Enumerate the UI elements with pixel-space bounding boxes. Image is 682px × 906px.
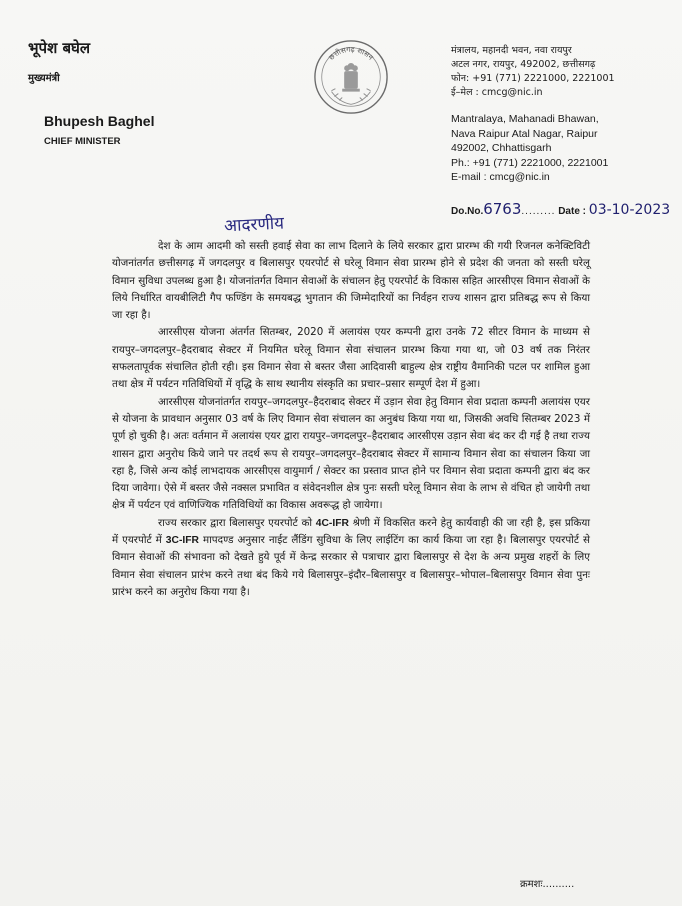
address-hindi-line: फोन: +91 (771) 2221000, 2221001 [451, 73, 615, 84]
category-4c-ifr: 4C-IFR [315, 517, 349, 529]
address-english-line: E-mail : cmcg@nic.in [451, 171, 550, 183]
date-label: Date : [558, 206, 586, 217]
address-hindi-line: ई–मेल : cmcg@nic.in [451, 87, 543, 98]
letter-body [112, 238, 590, 601]
sender-title-hindi: मुख्यमंत्री [28, 73, 60, 84]
address-hindi [451, 44, 615, 100]
address-english-line: Ph.: +91 (771) 2221000, 2221001 [451, 156, 609, 169]
address-english [451, 112, 608, 185]
para4-text: राज्य सरकार द्वारा बिलासपुर एयरपोर्ट को [158, 516, 316, 529]
address-english-line: Nava Raipur Atal Nagar, Raipur [451, 127, 598, 140]
sender-name-hindi: भूपेश बघेल [28, 39, 91, 57]
address-english-line: Mantralaya, Mahanadi Bhawan, [451, 113, 599, 125]
sender-name-english: Bhupesh Baghel [44, 113, 155, 129]
category-3c-ifr: 3C-IFR [165, 535, 199, 547]
state-emblem-logo [312, 38, 390, 116]
salutation: आदरणीय [223, 213, 285, 237]
body-paragraph: आरसीएस योजना अंतर्गत सितम्बर, 2020 में अलायंस एयर कम्पनी द्वारा उनके 72 सीटर विमान के माध्यम से रायपुर–जगदलपुर–हैदराबाद सेक्टर में नियमित घरेलू विमान सेवा संचालन प्रारम्भ किया गया था, जो 03 वर्ष तक निरंतर सफलतापूर्वक संचालित होती रही। इस विमान सेवा से बस्तर जैसा आदिवासी बाहुल्य क्षेत्र राष्ट्रीय वैमानिकी पटल पर शामिल हुआ तथा क्षेत्र में पर्यटन गतिविधियों में वृद्धि के साथ स्थानीय संस्कृति का प्रचार–प्रसार सम्पूर्ण देश में हुआ। [112, 326, 590, 391]
continued-marker: क्रमशः.......... [520, 879, 575, 890]
body-paragraph: देश के आम आदमी को सस्ती हवाई सेवा का लाभ दिलाने के लिये सरकार द्वारा प्रारम्भ की गयी रिजनल कनेक्टिविटी योजनांतर्गत छत्तीसगढ़ में जगदलपुर व बिलासपुर एयरपोर्ट से घरेलू विमान सेवा प्रारम्भ होने से प्रदेश की जनता को सस्ती घरेलू विमान सुविधा उपलब्ध हुआ है। योजनांतर्गत विमान सेवाओं के संचालन हेतु एयरपोर्ट के विकास सहित आरसीएस विमान सेवाओं के लिये निर्धारित वायबीलिटी गैप फण्डिंग के समयबद्ध भुगतान की जिम्मेदारियों का निर्वहन राज्य शासन द्वारा प्रतिबद्ध रूप से किया जा रहा है। [112, 240, 590, 322]
address-hindi-line: अटल नगर, रायपुर, 492002, छत्तीसगढ़ [451, 59, 596, 70]
sender-title-english: CHIEF MINISTER [44, 136, 121, 147]
date-value: 03-10-2023 [588, 202, 671, 218]
address-hindi-line: मंत्रालय, महानदी भवन, नवा रायपुर [451, 45, 572, 56]
svg-text:छत्तीसगढ़ शासन: छत्तीसगढ़ शासन [326, 44, 376, 62]
body-paragraph-airport [112, 515, 590, 601]
para4-text: मापदण्ड अनुसार नाईट लैंडिंग सुविधा के लिए लाईटिंग का कार्य किया जा रहा है। बिलासपुर एयरपोर्ट से विमान सेवाओं की संभावना को देखते हुये पूर्व में केन्द्र सरकार से पत्राचार द्वारा बिलासपुर से देश के अन्य प्रमुख शहरों के लिए विमान सेवा संचालन प्रारंभ करने तथा बंद किये गये बिलासपुर–इंदौर–बिलासपुर व बिलासपुर–भोपाल–बिलासपुर विमान सेवा पुनः प्रारंभ करने का अनुरोध किया गया है। [112, 534, 590, 598]
para4-text: श्रेणी में विकसित करने हेतु कार्यवाही की जा रही है, इस प्रकिया में एयरपोर्ट में [112, 516, 590, 547]
reference-line: Do.No.6763......... Date : 03-10-2023 [451, 200, 671, 218]
ref-number: 6763 [483, 200, 522, 218]
ref-label: Do.No. [451, 206, 484, 217]
address-english-line: 492002, Chhattisgarh [451, 142, 552, 154]
body-paragraph: आरसीएस योजनांतर्गत रायपुर–जगदलपुर–हैदराबाद सेक्टर में उड़ान सेवा हेतु विमान सेवा प्रदाता कम्पनी अलायंस एयर से योजना के प्रावधान अनुसार 03 वर्ष के लिए विमान सेवा संचालन का अनुबंध किया गया था, जिसकी अवधि सितम्बर 2023 में पूर्ण हो चुकी है। अतः वर्तमान में अलायंस एयर द्वारा रायपुर–जगदलपुर–हैदराबाद आरसीएस उड़ान सेवा बंद कर दी गई है तथा राज्य शासन द्वारा अनुरोध किये जाने पर तदर्थ रूप से रायपुर–जगदलपुर–हैदराबाद सेक्टर में सामान्य विमान सेवा का संचालन किया जा रहा है, जिसे अन्य कोई लाभदायक आरसीएस वायुमार्ग / सेक्टर का प्रस्ताव प्राप्त होने पर विमान सेवा प्रदाता कम्पनी द्वारा बंद कर दिया जावेगा। ऐसे में बस्तर जैसे नक्सल प्रभावित व संवेदनशील क्षेत्र पुनः सस्ती घरेलू विमान सेवा के लाभ से वंचित हो जायेगी तथा क्षेत्र में पर्यटन एवं वाणिज्यिक गतिविधियों का विकास अवरूद्ध हो जायेगा। [112, 395, 590, 512]
